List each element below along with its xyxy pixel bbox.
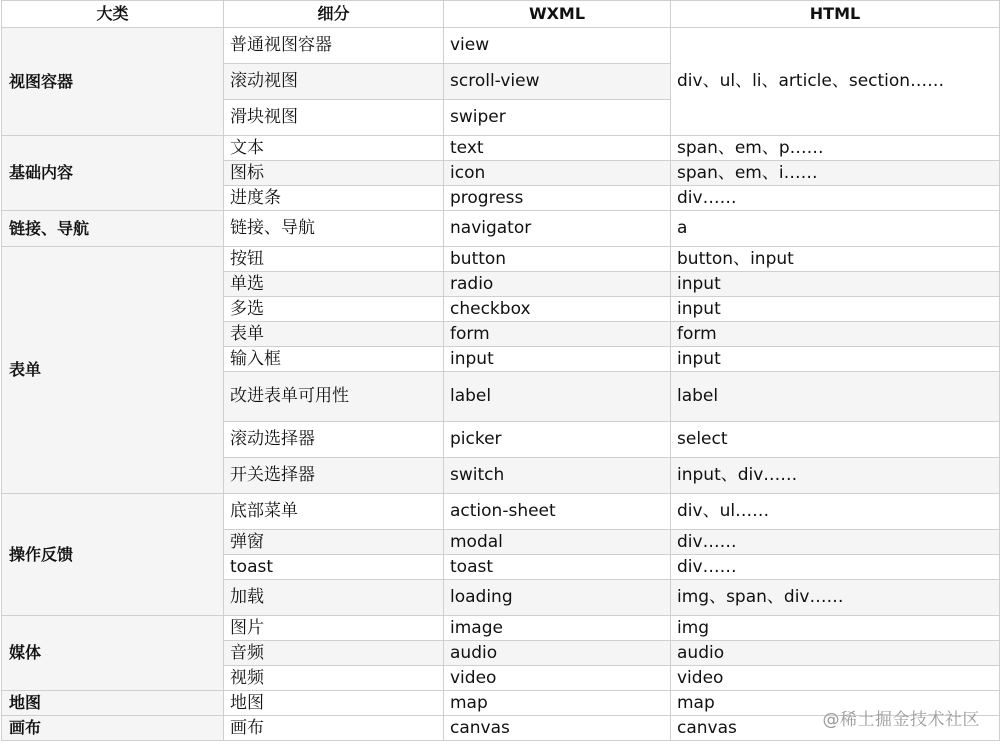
wxml-cell: text bbox=[444, 136, 671, 161]
subcategory-cell: 地图 bbox=[224, 691, 444, 716]
table-row bbox=[2, 136, 1000, 161]
html-cell: span、em、i…… bbox=[671, 161, 1000, 186]
subcategory-cell: 滑块视图 bbox=[224, 100, 444, 136]
wxml-cell: input bbox=[444, 347, 671, 372]
wxml-cell: swiper bbox=[444, 100, 671, 136]
table-body bbox=[2, 28, 1000, 741]
subcategory-cell: 进度条 bbox=[224, 186, 444, 211]
subcategory-cell: 滚动视图 bbox=[224, 64, 444, 100]
table-row bbox=[2, 211, 1000, 247]
subcategory-cell: 按钮 bbox=[224, 247, 444, 272]
table-row bbox=[2, 494, 1000, 530]
html-cell: input、div…… bbox=[671, 458, 1000, 494]
html-cell: select bbox=[671, 422, 1000, 458]
html-cell: input bbox=[671, 297, 1000, 322]
wxml-cell: form bbox=[444, 322, 671, 347]
wxml-cell: action-sheet bbox=[444, 494, 671, 530]
wxml-cell: canvas bbox=[444, 716, 671, 741]
wxml-cell: radio bbox=[444, 272, 671, 297]
html-cell: img、span、div…… bbox=[671, 580, 1000, 616]
html-cell: div…… bbox=[671, 555, 1000, 580]
wxml-cell: image bbox=[444, 616, 671, 641]
subcategory-cell: 视频 bbox=[224, 666, 444, 691]
html-cell: a bbox=[671, 211, 1000, 247]
wxml-cell: scroll-view bbox=[444, 64, 671, 100]
category-cell: 视图容器 bbox=[2, 28, 224, 136]
html-cell: form bbox=[671, 322, 1000, 347]
wxml-cell: map bbox=[444, 691, 671, 716]
header-row bbox=[2, 1, 1000, 28]
wxml-cell: picker bbox=[444, 422, 671, 458]
html-cell: video bbox=[671, 666, 1000, 691]
category-cell: 操作反馈 bbox=[2, 494, 224, 616]
header-category: 大类 bbox=[2, 1, 224, 28]
subcategory-cell: 链接、导航 bbox=[224, 211, 444, 247]
wxml-cell: icon bbox=[444, 161, 671, 186]
html-cell: audio bbox=[671, 641, 1000, 666]
html-cell: div…… bbox=[671, 530, 1000, 555]
wxml-cell: video bbox=[444, 666, 671, 691]
wxml-cell: progress bbox=[444, 186, 671, 211]
html-cell: canvas bbox=[671, 716, 1000, 741]
category-cell: 链接、导航 bbox=[2, 211, 224, 247]
wxml-cell: audio bbox=[444, 641, 671, 666]
category-cell: 基础内容 bbox=[2, 136, 224, 211]
category-cell: 地图 bbox=[2, 691, 224, 716]
subcategory-cell: 单选 bbox=[224, 272, 444, 297]
header-wxml: WXML bbox=[444, 1, 671, 28]
subcategory-cell: 开关选择器 bbox=[224, 458, 444, 494]
category-cell: 表单 bbox=[2, 247, 224, 494]
wxml-cell: label bbox=[444, 372, 671, 422]
wxml-cell: toast bbox=[444, 555, 671, 580]
subcategory-cell: 普通视图容器 bbox=[224, 28, 444, 64]
category-cell: 画布 bbox=[2, 716, 224, 741]
subcategory-cell: 音频 bbox=[224, 641, 444, 666]
header-subcategory: 细分 bbox=[224, 1, 444, 28]
html-cell: map bbox=[671, 691, 1000, 716]
subcategory-cell: 底部菜单 bbox=[224, 494, 444, 530]
html-cell: span、em、p…… bbox=[671, 136, 1000, 161]
html-cell-merged: div、ul、li、article、section…… bbox=[671, 28, 1000, 136]
subcategory-cell: 弹窗 bbox=[224, 530, 444, 555]
subcategory-cell: 图片 bbox=[224, 616, 444, 641]
subcategory-cell: 加载 bbox=[224, 580, 444, 616]
html-cell: img bbox=[671, 616, 1000, 641]
header-html: HTML bbox=[671, 1, 1000, 28]
subcategory-cell: 滚动选择器 bbox=[224, 422, 444, 458]
wxml-cell: button bbox=[444, 247, 671, 272]
subcategory-cell: 文本 bbox=[224, 136, 444, 161]
subcategory-cell: toast bbox=[224, 555, 444, 580]
category-cell: 媒体 bbox=[2, 616, 224, 691]
subcategory-cell: 多选 bbox=[224, 297, 444, 322]
subcategory-cell: 表单 bbox=[224, 322, 444, 347]
wxml-cell: navigator bbox=[444, 211, 671, 247]
html-cell: button、input bbox=[671, 247, 1000, 272]
wxml-cell: switch bbox=[444, 458, 671, 494]
subcategory-cell: 输入框 bbox=[224, 347, 444, 372]
table-row bbox=[2, 28, 1000, 64]
wxml-cell: modal bbox=[444, 530, 671, 555]
subcategory-cell: 改进表单可用性 bbox=[224, 372, 444, 422]
subcategory-cell: 画布 bbox=[224, 716, 444, 741]
wxml-cell: loading bbox=[444, 580, 671, 616]
wxml-cell: checkbox bbox=[444, 297, 671, 322]
html-cell: input bbox=[671, 272, 1000, 297]
table-row bbox=[2, 247, 1000, 272]
html-cell: div、ul…… bbox=[671, 494, 1000, 530]
component-mapping-table bbox=[1, 0, 1000, 741]
html-cell: div…… bbox=[671, 186, 1000, 211]
subcategory-cell: 图标 bbox=[224, 161, 444, 186]
table-row bbox=[2, 616, 1000, 641]
wxml-cell: view bbox=[444, 28, 671, 64]
html-cell: input bbox=[671, 347, 1000, 372]
html-cell: label bbox=[671, 372, 1000, 422]
watermark: @稀土掘金技术社区 bbox=[822, 710, 980, 730]
